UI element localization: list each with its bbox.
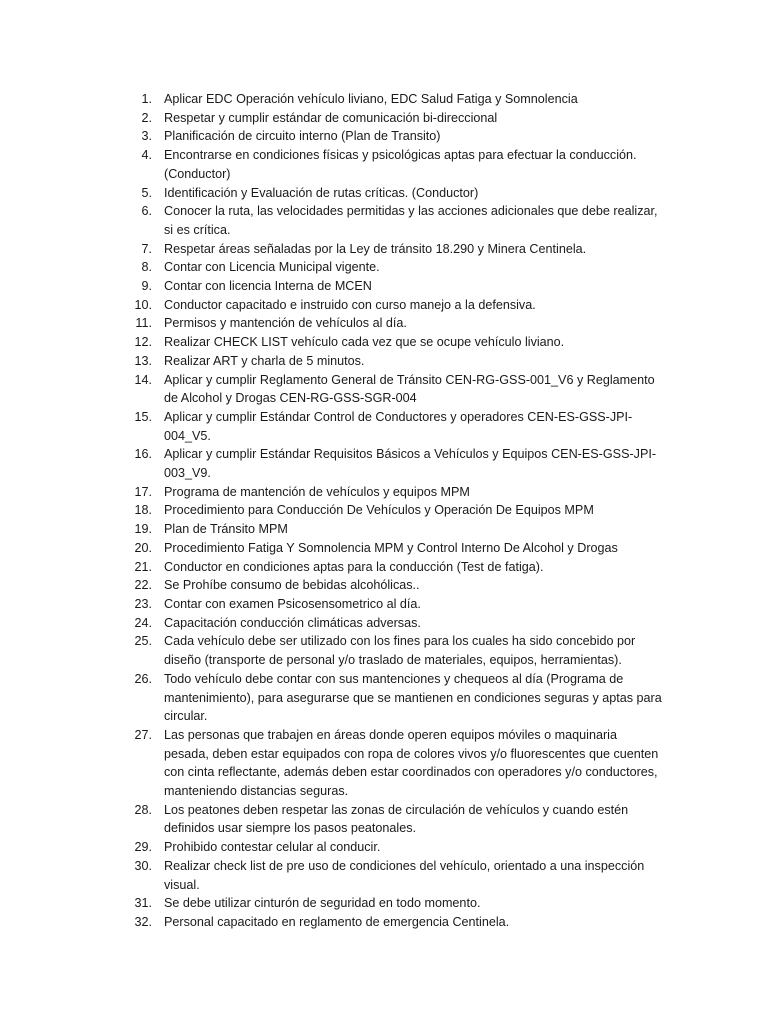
list-item-number: 5. [141,185,152,200]
list-item [118,558,663,577]
list-item-number: 2. [141,110,152,125]
list-item [118,258,663,277]
list-item-number: 26. [134,671,152,686]
list-item [118,240,663,259]
list-item [118,801,663,838]
list-item-number: 24. [134,615,152,630]
list-item-text: Respetar áreas señaladas por la Ley de tránsito 18.290 y Minera Centinela. [164,241,587,256]
list-item-number: 3. [141,129,152,144]
list-item-text: Todo vehículo debe contar con sus mantenciones y chequeos al día (Programa de mantenimiento), para asegurarse que se mantienen en condiciones seguras y aptas para circular. [164,671,662,724]
list-item [118,595,663,614]
list-item-text: Procedimiento para Conducción De Vehículos y Operación De Equipos MPM [164,503,594,518]
list-item [118,352,663,371]
list-item-number: 19. [134,522,152,537]
list-item [118,483,663,502]
list-item-number: 6. [141,204,152,219]
list-item-text: Realizar check list de pre uso de condiciones del vehículo, orientado a una inspección visual. [164,858,645,892]
list-item-text: Contar con examen Psicosensometrico al día. [164,596,421,611]
list-item [118,127,663,146]
list-item [118,614,663,633]
list-item-text: Contar con Licencia Municipal vigente. [164,260,380,275]
list-item [118,90,663,109]
list-item-number: 4. [141,148,152,163]
list-item-text: Identificación y Evaluación de rutas críticas. (Conductor) [164,185,479,200]
list-item-number: 18. [134,503,152,518]
list-item-number: 17. [134,484,152,499]
list-item [118,333,663,352]
list-item-text: Las personas que trabajen en áreas donde operen equipos móviles o maquinaria pesada, deben estar equipados con ropa de colores vivos y/o fluorescentes que cuenten con cinta reflectante, además deben estar coordinados con operadores y/o conductores, manteniendo distancias seguras. [164,727,659,799]
list-item-text: Prohibido contestar celular al conducir. [164,840,381,855]
list-item [118,146,663,183]
list-item-number: 21. [134,559,152,574]
list-item-text: Capacitación conducción climáticas adversas. [164,615,421,630]
list-item-number: 16. [134,447,152,462]
list-item [118,576,663,595]
list-item-number: 23. [134,596,152,611]
list-item [118,296,663,315]
list-item [118,371,663,408]
list-item-text: Permisos y mantención de vehículos al día. [164,316,407,331]
list-item-number: 9. [141,279,152,294]
list-item [118,445,663,482]
list-item-text: Planificación de circuito interno (Plan de Transito) [164,129,441,144]
list-item-number: 8. [141,260,152,275]
list-item-text: Los peatones deben respetar las zonas de circulación de vehículos y cuando estén definidos usar siempre los pasos peatonales. [164,802,629,836]
list-item [118,408,663,445]
list-item [118,726,663,801]
list-item-text: Aplicar y cumplir Reglamento General de Tránsito CEN-RG-GSS-001_V6 y Reglamento de Alcohol y Drogas CEN-RG-GSS-SGR-004 [164,372,655,406]
list-item-number: 29. [134,840,152,855]
list-item-text: Conductor en condiciones aptas para la conducción (Test de fatiga). [164,559,544,574]
list-item [118,913,663,932]
list-item-text: Procedimiento Fatiga Y Somnolencia MPM y Control Interno De Alcohol y Drogas [164,540,618,555]
list-item-number: 1. [141,92,152,106]
list-item-number: 15. [134,409,152,424]
list-item [118,520,663,539]
list-item-text: Conductor capacitado e instruido con curso manejo a la defensiva. [164,297,536,312]
numbered-list [118,90,663,932]
list-item [118,539,663,558]
list-item [118,670,663,726]
list-item-number: 25. [134,634,152,649]
list-item [118,202,663,239]
list-item-text: Realizar CHECK LIST vehículo cada vez que se ocupe vehículo liviano. [164,335,565,350]
list-item-text: Aplicar EDC Operación vehículo liviano, EDC Salud Fatiga y Somnolencia [164,92,578,106]
list-item [118,184,663,203]
list-item-text: Realizar ART y charla de 5 minutos. [164,353,365,368]
list-item-number: 28. [134,802,152,817]
list-item-text: Se debe utilizar cinturón de seguridad en todo momento. [164,896,481,911]
list-item [118,894,663,913]
list-item-number: 30. [134,858,152,873]
list-item-number: 11. [135,316,152,331]
list-item [118,314,663,333]
list-item-number: 31. [134,896,152,911]
list-item-text: Personal capacitado en reglamento de emergencia Centinela. [164,914,510,929]
list-item-number: 20. [134,540,152,555]
list-item-number: 27. [134,727,152,742]
list-item [118,109,663,128]
list-item-text: Aplicar y cumplir Estándar Control de Conductores y operadores CEN-ES-GSS-JPI-004_V5. [164,409,633,443]
list-item-text: Encontrarse en condiciones físicas y psicológicas aptas para efectuar la conducción. (Conductor) [164,148,637,181]
list-item [118,838,663,857]
list-item-text: Contar con licencia Interna de MCEN [164,279,372,294]
list-item-text: Conocer la ruta, las velocidades permitidas y las acciones adicionales que debe realizar, si es crítica. [164,204,658,237]
list-item [118,277,663,296]
list-item-number: 10. [134,297,152,312]
list-item-text: Se Prohíbe consumo de bebidas alcohólicas.. [164,578,420,593]
list-item-number: 22. [134,578,152,593]
list-item-number: 7. [141,241,152,256]
list-item [118,857,663,894]
list-item-number: 12. [134,335,152,350]
list-item-text: Aplicar y cumplir Estándar Requisitos Básicos a Vehículos y Equipos CEN-ES-GSS-JPI-003_V9. [164,447,657,481]
list-item-text: Plan de Tránsito MPM [164,522,288,537]
list-item-text: Programa de mantención de vehículos y equipos MPM [164,484,470,499]
list-item-number: 32. [134,914,152,929]
list-item-number: 13. [134,353,152,368]
list-item-text: Cada vehículo debe ser utilizado con los fines para los cuales ha sido concebido por diseño (transporte de personal y/o traslado de materiales, equipos, herramientas). [164,634,636,668]
list-item [118,501,663,520]
list-item-number: 14. [134,372,152,387]
list-item-text: Respetar y cumplir estándar de comunicación bi-direccional [164,110,498,125]
list-item [118,632,663,669]
